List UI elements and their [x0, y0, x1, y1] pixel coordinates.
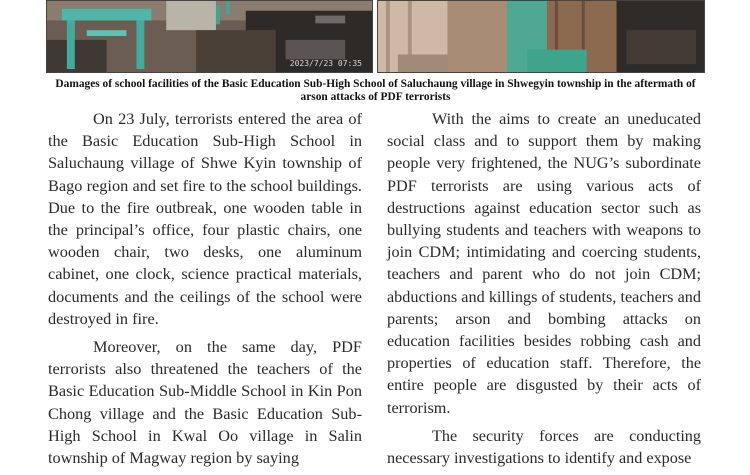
school-damage-photo-right — [377, 0, 705, 73]
burnt-wall-image — [378, 1, 704, 72]
paragraph: With the aims to create an uneducated social class and to support them by making people very frightened, the NUG’s subordinate PDF terrorists are using various acts of destructions against education sector such as bullying students and teachers with weapons to join CDM; intimidating and coercing students, teachers and parent who do not join CDM; abductions and killings of students, teachers and parents; arson and bombing attacks on education facilities besides robbing cash and properties of education staff. Therefore, the entire people are disgusted by their acts of terrorism. — [387, 110, 701, 417]
school-damage-photo-left — [46, 0, 373, 73]
paragraph: The security forces are conducting necessary investigations to identify and expose — [387, 426, 701, 468]
photo-caption: Damages of school facilities of the Basic Education Sub-High School of Saluchaung village in Shwegyin township in the aftermath of arson attacks of PDF terrorists — [55, 78, 696, 103]
photo-timestamp: 2023/7/23 07:35 — [289, 59, 362, 68]
article-column-left — [48, 108, 362, 475]
article-column-right — [387, 108, 701, 475]
paragraph: Moreover, on the same day, PDF terrorists also threatened the teachers of the Basic Education Sub-Middle School in Kin Pon Chong village and the Basic Education Sub-High School in Kwal Oo village in Salin township of Magway region by saying — [48, 337, 362, 468]
paragraph: On 23 July, terrorists entered the area of the Basic Education Sub-High School in Saluchaung village of Shwe Kyin township of Bago region and set fire to the school buildings. Due to the fire outbreak, one wooden table in the principal’s office, four plastic chairs, one wooden chair, two desks, one aluminum cabinet, one clock, science practical materials, documents and the ceilings of the school were destroyed in fire. — [48, 109, 362, 328]
